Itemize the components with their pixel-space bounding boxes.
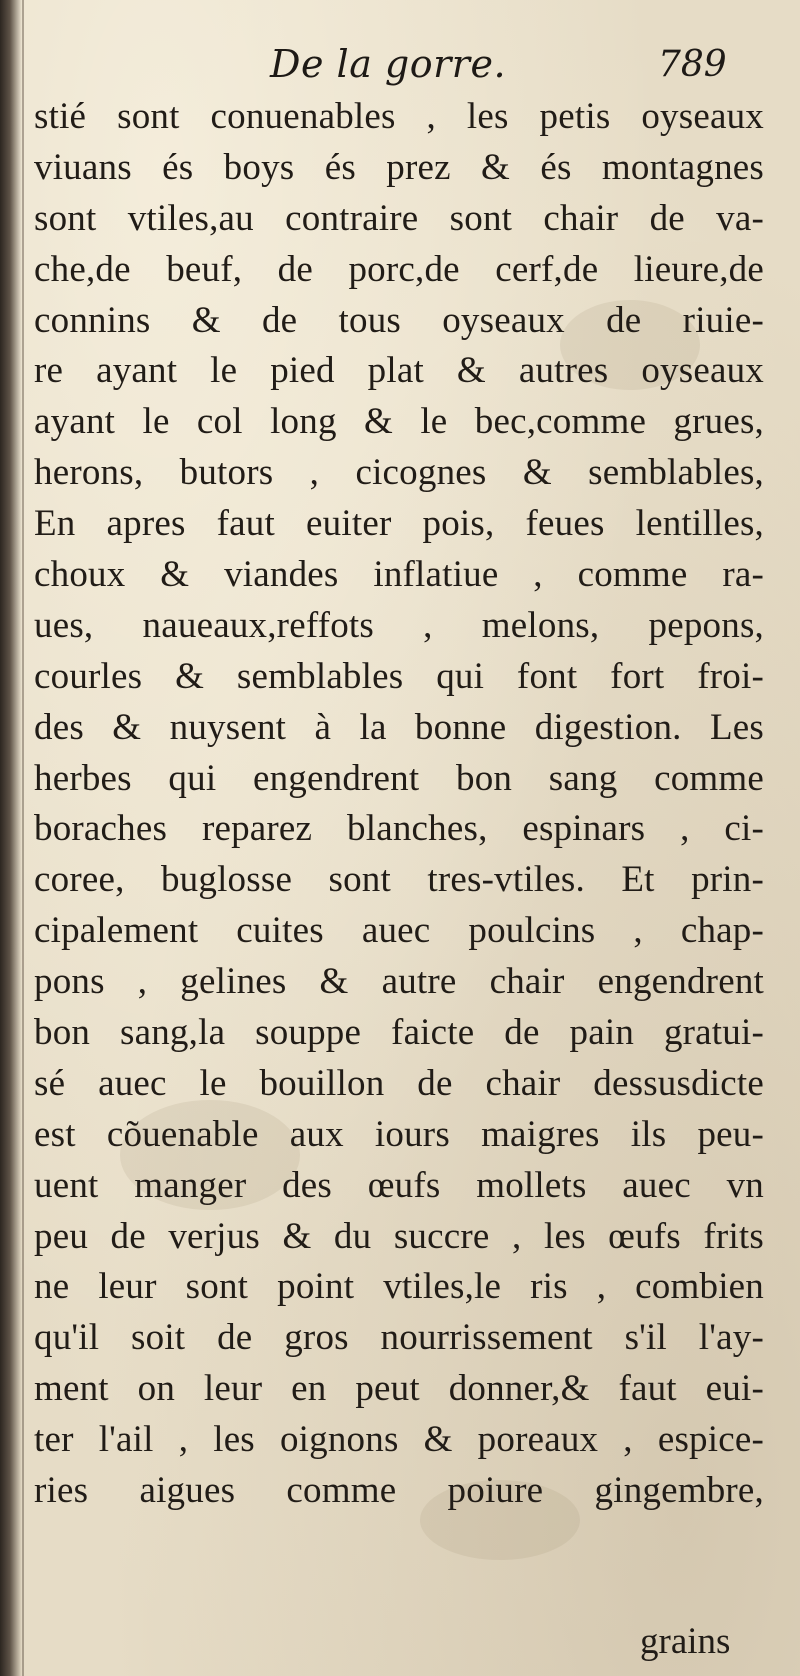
text-line: sé auec le bouillon de chair dessusdicte [34, 1062, 764, 1104]
text-line: re ayant le pied plat & autres oyseaux [34, 350, 764, 392]
text-line: bon sang,la souppe faicte de pain gratui- [34, 1012, 764, 1054]
text-line: sont vtiles,au contraire sont chair de va- [34, 197, 764, 239]
page-number: 789 [658, 44, 727, 85]
text-line: stié sont conuenables , les petis oyseaux [34, 96, 764, 137]
text-line: ries aigues comme poiure gingembre, [34, 1470, 764, 1512]
text-line: cipalement cuites auec poulcins , chap- [34, 910, 764, 952]
text-line: choux & viandes inflatiue , comme ra- [34, 554, 764, 596]
text-line: ayant le col long & le bec,comme grues, [34, 401, 764, 443]
text-line: qu'il soit de gros nourrissement s'il l'ay- [34, 1317, 764, 1359]
text-line: est cõuenable aux iours maigres ils peu- [34, 1113, 764, 1155]
text-line: ter l'ail , les oignons & poreaux , espice- [34, 1419, 764, 1461]
text-line: courles & semblables qui font fort froi- [34, 655, 764, 697]
running-title: De la gorre. [270, 42, 507, 86]
text-line: peu de verjus & du succre , les œufs frits [34, 1215, 764, 1257]
catchword: grains [640, 1621, 731, 1662]
text-line: ment on leur en peut donner,& faut eui- [34, 1368, 764, 1410]
binding-shadow [0, 0, 22, 1676]
text-line: viuans és boys és prez & és montagnes [34, 146, 764, 188]
text-line: herbes qui engendrent bon sang comme [34, 757, 764, 799]
text-line: che,de beuf, de porc,de cerf,de lieure,de [34, 248, 764, 290]
text-line: coree, buglosse sont tres-vtiles. Et prin- [34, 859, 764, 901]
text-line: boraches reparez blanches, espinars , ci- [34, 808, 764, 850]
text-line: herons, butors , cicognes & semblables, [34, 452, 764, 494]
text-line: pons , gelines & autre chair engendrent [34, 961, 764, 1003]
text-line: connins & de tous oyseaux de riuie- [34, 299, 764, 341]
text-line: ne leur sont point vtiles,le ris , combien [34, 1266, 764, 1308]
body-text [34, 92, 764, 1517]
running-head [0, 38, 800, 98]
text-line: uent manger des œufs mollets auec vn [34, 1164, 764, 1206]
text-line: En apres faut euiter pois, feues lentilles, [34, 503, 764, 545]
gutter-line [22, 0, 24, 1676]
text-line: des & nuysent à la bonne digestion. Les [34, 706, 764, 748]
text-line: ues, naueaux,reffots , melons, pepons, [34, 604, 764, 646]
